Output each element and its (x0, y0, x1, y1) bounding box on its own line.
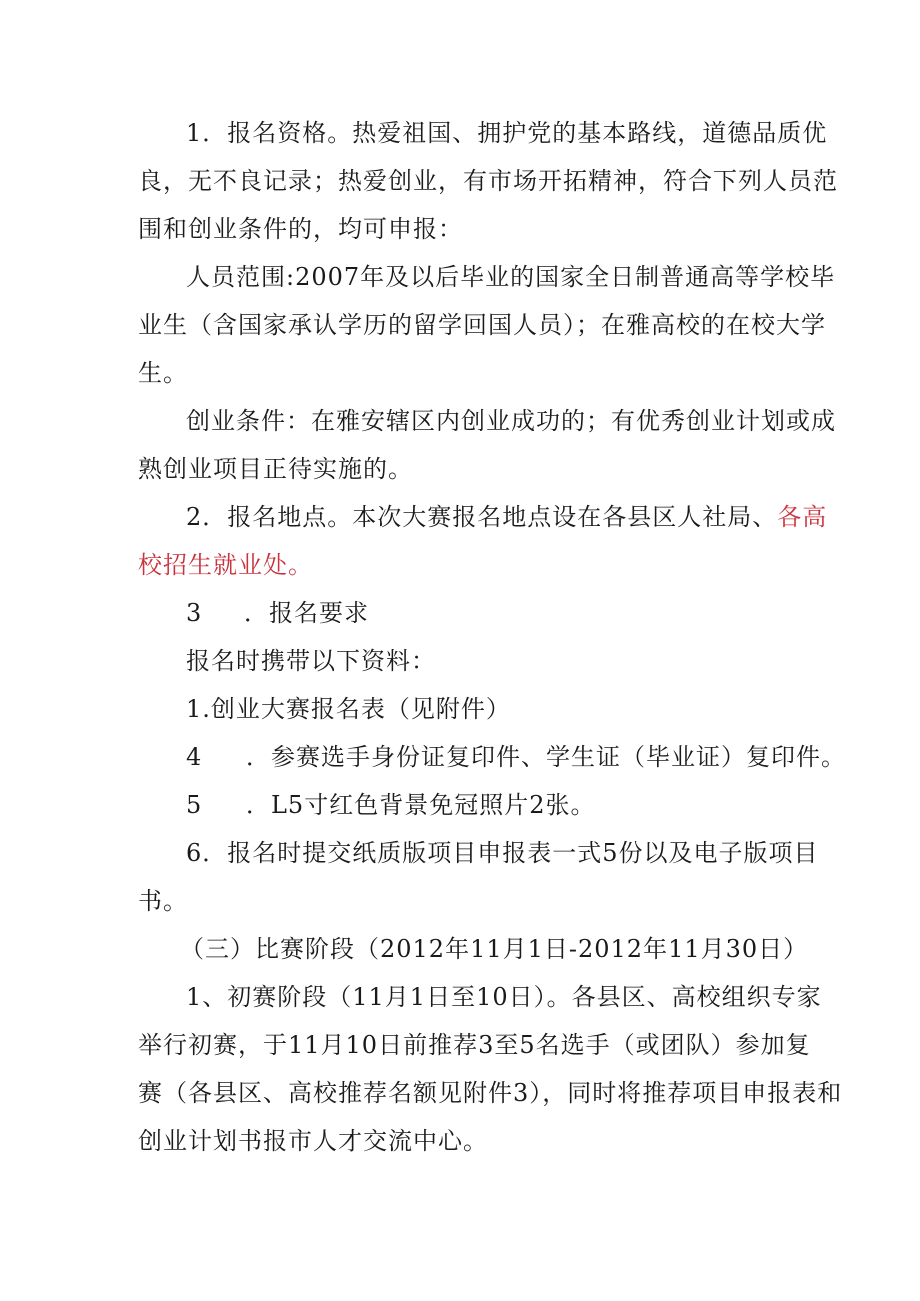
material-item-4 (186, 742, 846, 772)
preliminary-line-4: 创业计划书报市人才交流中心。 (138, 1127, 488, 1155)
location-highlight: 各高 (777, 503, 828, 531)
material-item-5 (186, 790, 595, 820)
personnel-scope-line-2: 业生（含国家承认学历的留学回国人员）；在雅高校的在校大学 (138, 311, 826, 339)
business-conditions-line-1: 创业条件：在雅安辖区内创业成功的；有优秀创业计划或成 (186, 407, 836, 435)
qualification-line-2: 良，无不良记录；热爱创业，有市场开拓精神，符合下列人员范 (138, 167, 838, 195)
material-item-1: 1.创业大赛报名表（见附件） (186, 695, 511, 723)
item6-line-2: 书。 (138, 887, 188, 915)
requirements-text: ．报名要求 (244, 599, 369, 627)
requirements-number: 3 (186, 599, 203, 627)
location-line-1 (186, 502, 827, 532)
location-line-2: 校招生就业处。 (138, 551, 313, 579)
stage3-heading: （三）比赛阶段（2012年11月1日-2012年11月30日） (180, 935, 809, 963)
material-item-4-number: 4 (186, 743, 203, 771)
item6-line-1: 6．报名时提交纸质版项目申报表一式5份以及电子版项目 (186, 839, 819, 867)
personnel-scope-line-3: 生。 (138, 359, 188, 387)
material-item-5-text: ．L5寸红色背景免冠照片2张。 (246, 791, 596, 819)
materials-intro: 报名时携带以下资料： (186, 647, 436, 675)
qualification-line-1: 1．报名资格。热爱祖国、拥护党的基本路线，道德品质优 (186, 119, 828, 147)
material-item-4-text: ．参赛选手身份证复印件、学生证（毕业证）复印件。 (246, 743, 846, 771)
material-item-5-number: 5 (186, 791, 203, 819)
business-conditions-line-2: 熟创业项目正待实施的。 (138, 455, 413, 483)
requirements-heading (186, 598, 369, 628)
preliminary-line-3: 赛（各县区、高校推荐名额见附件3），同时将推荐项目申报表和 (138, 1079, 843, 1107)
qualification-line-3: 围和创业条件的，均可申报： (138, 215, 463, 243)
preliminary-line-2: 举行初赛，于11月10日前推荐3至5名选手（或团队）参加复 (138, 1031, 811, 1059)
location-text: 2．报名地点。本次大赛报名地点设在各县区人社局、 (186, 503, 778, 531)
personnel-scope-line-1: 人员范围:2007年及以后毕业的国家全日制普通高等学校毕 (186, 263, 836, 291)
preliminary-line-1: 1、初赛阶段（11月1日至10日）。各县区、高校组织专家 (186, 983, 822, 1011)
